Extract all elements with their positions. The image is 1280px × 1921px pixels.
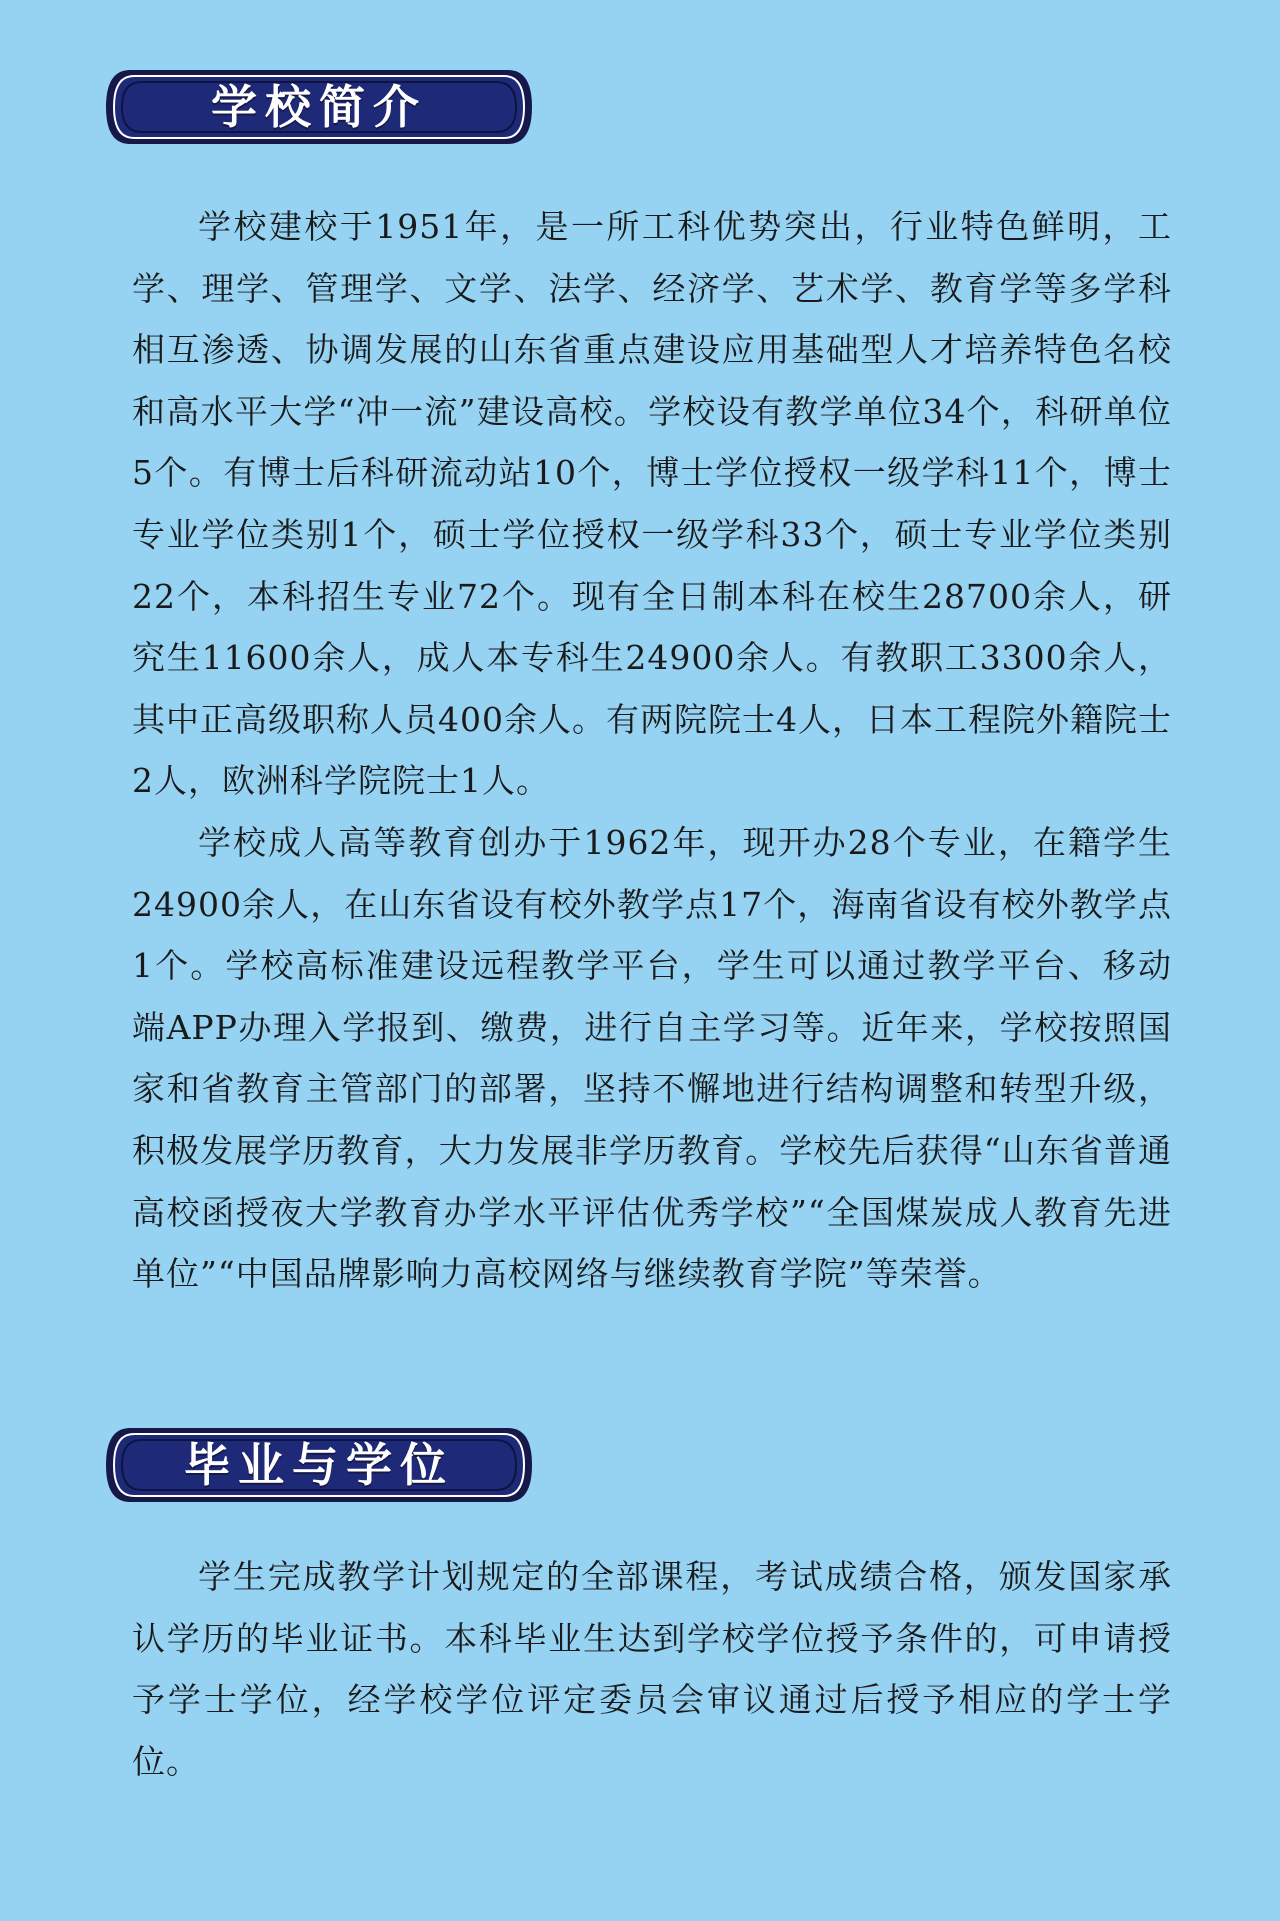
paragraph: 学校成人高等教育创办于1962年，现开办28个专业，在籍学生24900余人，在山东省设有校外教学点17个，海南省设有校外教学点1个。学校高标准建设远程教学平台，学生可以通过教学平台、移动端APP办理入学报到、缴费，进行自主学习等。近年来，学校按照国家和省教育主管部门的部署，坚持不懈地进行结构调整和转型升级，积极发展学历教育，大力发展非学历教育。学校先后获得“山东省普通高校函授夜大学教育办学水平评估优秀学校”“全国煤炭成人教育先进单位”“中国品牌影响力高校网络与继续教育学院”等荣誉。 xyxy=(132,822,1172,1294)
school-intro-body xyxy=(132,196,1172,1305)
section-banner-graduation-degree xyxy=(104,1426,534,1504)
paragraph: 学生完成教学计划规定的全部课程，考试成绩合格，颁发国家承认学历的毕业证书。本科毕业生达到学校学位授予条件的，可申请授予学士学位，经学校学位评定委员会审议通过后授予相应的学士学位。 xyxy=(132,1557,1172,1781)
graduation-degree-body xyxy=(132,1546,1172,1792)
paragraph: 学校建校于1951年，是一所工科优势突出，行业特色鲜明，工学、理学、管理学、文学、法学、经济学、艺术学、教育学等多学科相互渗透、协调发展的山东省重点建设应用基础型人才培养特色名校和高水平大学“冲一流”建设高校。学校设有教学单位34个，科研单位5个。有博士后科研流动站10个，博士学位授权一级学科11个，博士专业学位类别1个，硕士学位授权一级学科33个，硕士专业学位类别22个，本科招生专业72个。现有全日制本科在校生28700余人，研究生11600余人，成人本专科生24900余人。有教职工3300余人，其中正高级职称人员400余人。有两院院士4人，日本工程院外籍院士2人，欧洲科学院院士1人。 xyxy=(132,207,1172,801)
section-title: 学校简介 xyxy=(211,80,427,134)
section-title: 毕业与学位 xyxy=(184,1438,454,1492)
section-banner-school-intro xyxy=(104,68,534,146)
